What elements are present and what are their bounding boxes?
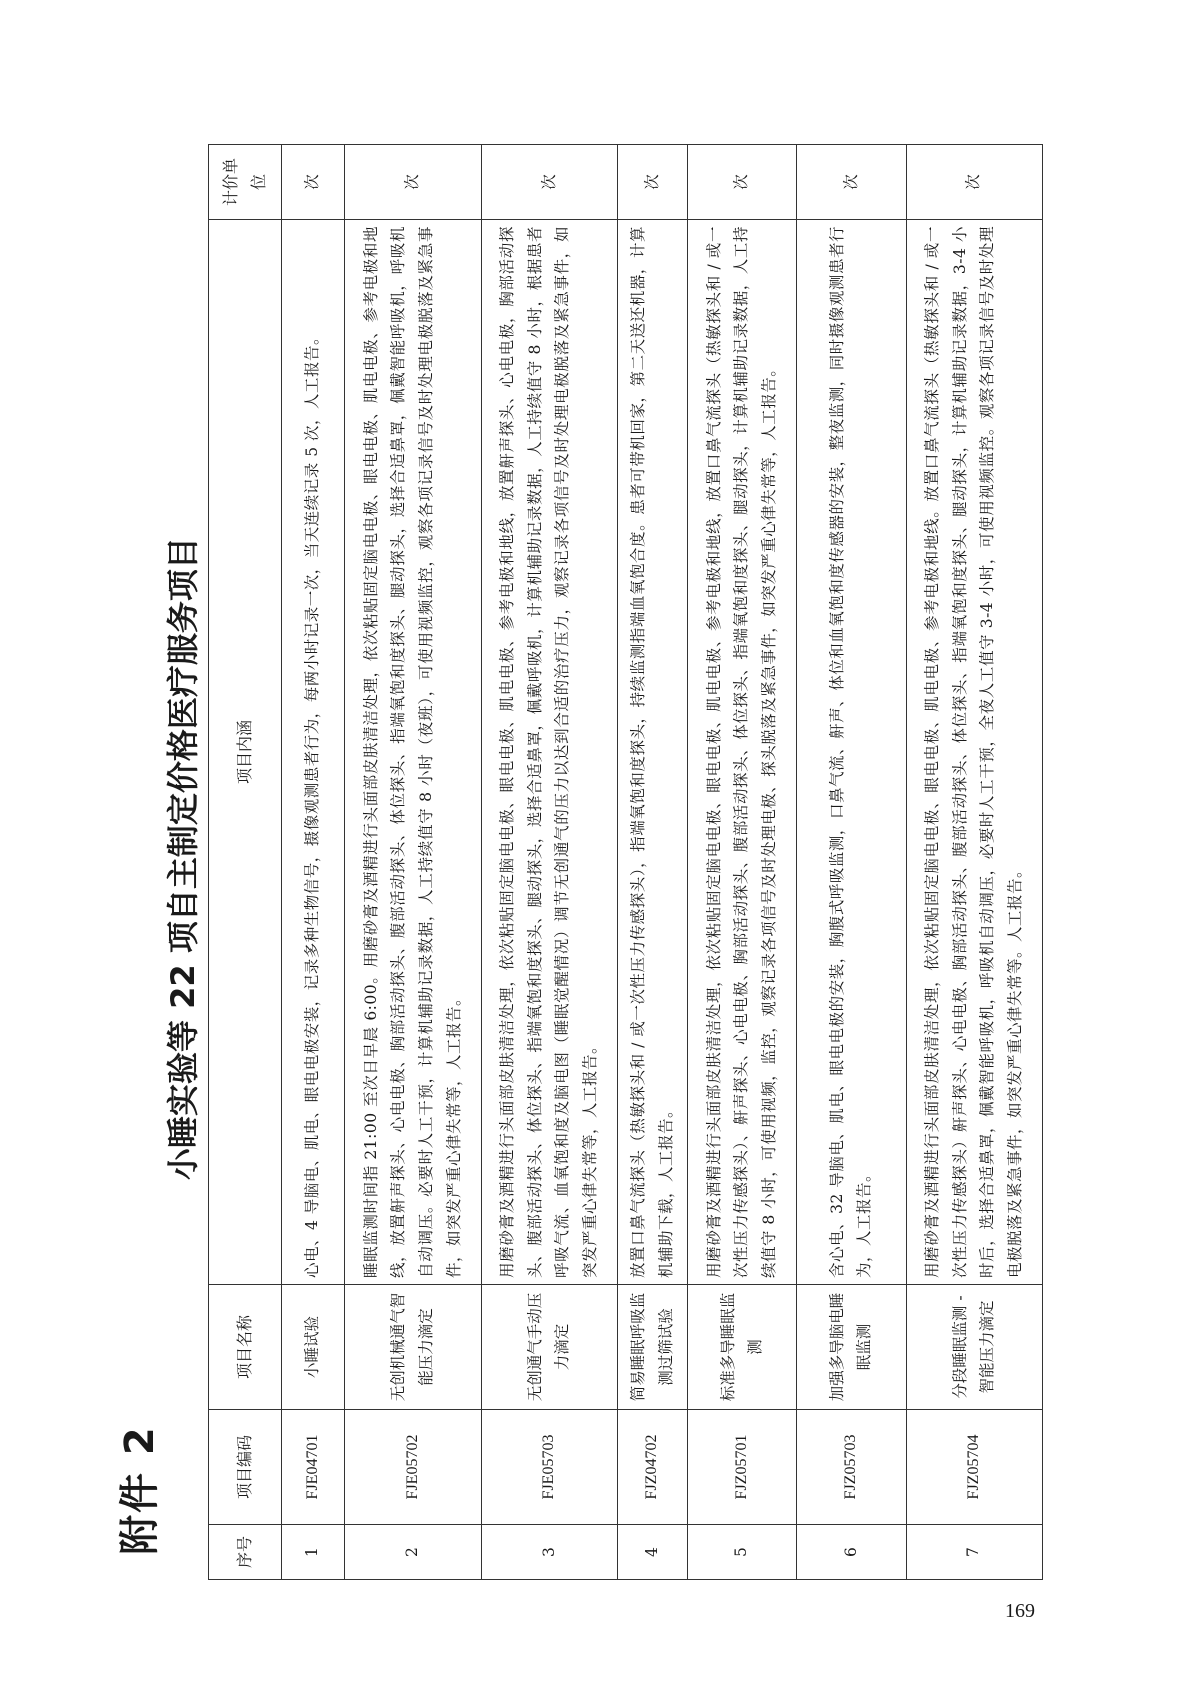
- row-name: 分段睡眠监测 - 智能压力滴定: [906, 1285, 1042, 1410]
- row-unit: 次: [481, 145, 617, 220]
- row-content: 放置口鼻气流探头（热敏探头和 / 或一次性压力传感探头），指端氧饱和度探头，持续监测指端血氧饱合度。患者可带机回家，第二天送还机器，计算机辅助下载，人工报告。: [618, 220, 688, 1285]
- row-content: 心电、4 导脑电、肌电、眼电电极安装，记录多种生物信号，摄像观测患者行为，每两小时记录一次，当天连续记录 5 次，人工报告。: [282, 220, 345, 1285]
- row-content: 用磨砂膏及酒精进行头面部皮肤清洁处理，依次粘贴固定脑电电极、眼电电极、肌电电极、参考电极和地线，放置口鼻气流探头（热敏探头和 / 或一次性压力传感探头）、鼾声探头、心电电极、胸部活动探头、腹部活动探头、体位探头、指端氧饱和度探头、腿动探头，计算机辅助记录数据，人工持续值守 8 小时，可使用视频，监控，观察记录各项信号及时处理电极、探头脱落及紧急事件，如突发严重心律失常等，人工报告。: [688, 220, 797, 1285]
- row-name: 标准多导睡眠监测: [688, 1285, 797, 1410]
- row-code: FJE04701: [282, 1410, 345, 1525]
- row-code: FJZ05704: [906, 1410, 1042, 1525]
- row-content: 睡眠监测时间指 21:00 至次日早晨 6:00。用磨砂膏及酒精进行头面部皮肤清洁处理，依次粘贴固定脑电电极、眼电电极、肌电电极、参考电极和地线，放置鼾声探头、心电电极、胸部活动探头、腹部活动探头、体位探头、指端氧饱和度探头、腿动探头，选择合适鼻罩，佩戴智能呼吸机，呼吸机自动调压。必要时人工干预，计算机辅助记录数据，人工持续值守 8 小时（夜班），可使用视频监控，观察各项记录信号及时处理电极脱落及紧急事件，如突发严重心律失常等，人工报告。: [345, 220, 481, 1285]
- table-row: [345, 145, 481, 1580]
- row-seq: 6: [797, 1525, 906, 1580]
- row-content: 含心电、32 导脑电、肌电、眼电电极的安装，胸腹式呼吸监测，口鼻气流、鼾声、体位和血氧饱和度传感器的安装，整夜监测，同时摄像观测患者行为，人工报告。: [797, 220, 906, 1285]
- row-name: 小睡试验: [282, 1285, 345, 1410]
- header-code: 项目编码: [209, 1410, 282, 1525]
- table-row: [618, 145, 688, 1580]
- attachment-label: 附件 2: [117, 1425, 163, 1555]
- row-unit: 次: [345, 145, 481, 220]
- header-name: 项目名称: [209, 1285, 282, 1410]
- row-name: 加强多导脑电睡眠监测: [797, 1285, 906, 1410]
- table-row: [797, 145, 906, 1580]
- row-seq: 1: [282, 1525, 345, 1580]
- row-seq: 2: [345, 1525, 481, 1580]
- table-row: [688, 145, 797, 1580]
- header-content: 项目内涵: [209, 220, 282, 1285]
- row-code: FJZ05703: [797, 1410, 906, 1525]
- row-unit: 次: [906, 145, 1042, 220]
- table-row: [282, 145, 345, 1580]
- row-unit: 次: [618, 145, 688, 220]
- row-code: FJE05702: [345, 1410, 481, 1525]
- row-unit: 次: [282, 145, 345, 220]
- row-content: 用磨砂膏及酒精进行头面部皮肤清洁处理，依次粘贴固定脑电电极、眼电电极、肌电电极、参考电极和地线。放置口鼻气流探头（热敏探头和 / 或一次性压力传感探头）鼾声探头、心电电极、胸部活动探头、腹部活动探头、体位探头、指端氧饱和度探头、腿动探头，计算机辅助记录数据，3-4 小时后，选择合适鼻罩，佩戴智能呼吸机，呼吸机自动调压，必要时人工干预，全夜人工值守 3-4 小时，可使用视频监控。观察各项记录信号及时处理电极脱落及紧急事件，如突发严重心律失常等。人工报告。: [906, 220, 1042, 1285]
- row-code: FJZ04702: [618, 1410, 688, 1525]
- row-name: 无创通气手动压力滴定: [481, 1285, 617, 1410]
- table-header-row: [209, 145, 282, 1580]
- row-seq: 4: [618, 1525, 688, 1580]
- row-seq: 3: [481, 1525, 617, 1580]
- row-unit: 次: [688, 145, 797, 220]
- row-code: FJZ05701: [688, 1410, 797, 1525]
- header-unit: 计价单位: [209, 145, 282, 220]
- row-name: 简易睡眠呼吸监测过筛试验: [618, 1285, 688, 1410]
- row-seq: 7: [906, 1525, 1042, 1580]
- row-code: FJE05703: [481, 1410, 617, 1525]
- table-row: [906, 145, 1042, 1580]
- row-name: 无创机械通气智能压力滴定: [345, 1285, 481, 1410]
- row-unit: 次: [797, 145, 906, 220]
- pricing-table: [208, 144, 1043, 1580]
- pricing-table-container: [208, 145, 1043, 1580]
- header-seq: 序号: [209, 1525, 282, 1580]
- row-content: 用磨砂膏及酒精进行头面部皮肤清洁处理，依次粘贴固定脑电电极、眼电电极、肌电电极、参考电极和地线，放置鼾声探头、心电电极，胸部活动探头、腹部活动探头、体位探头、指端氧饱和度探头、腿动探头，选择合适鼻罩，佩戴呼吸机，计算机辅助记录数据，人工持续值守 8 小时，根据患者呼吸气流、血氧饱和度及脑电图（睡眠觉醒情况）调节无创通气的压力以达到合适的治疗压力，观察记录各项信号及时处理电极脱落及紧急事件，如突发严重心律失常等，人工报告。: [481, 220, 617, 1285]
- page-number: 169: [1005, 1600, 1035, 1622]
- document-title: 小睡实验等 22 项自主制定价格医疗服务项目: [164, 537, 202, 1180]
- table-row: [481, 145, 617, 1580]
- row-seq: 5: [688, 1525, 797, 1580]
